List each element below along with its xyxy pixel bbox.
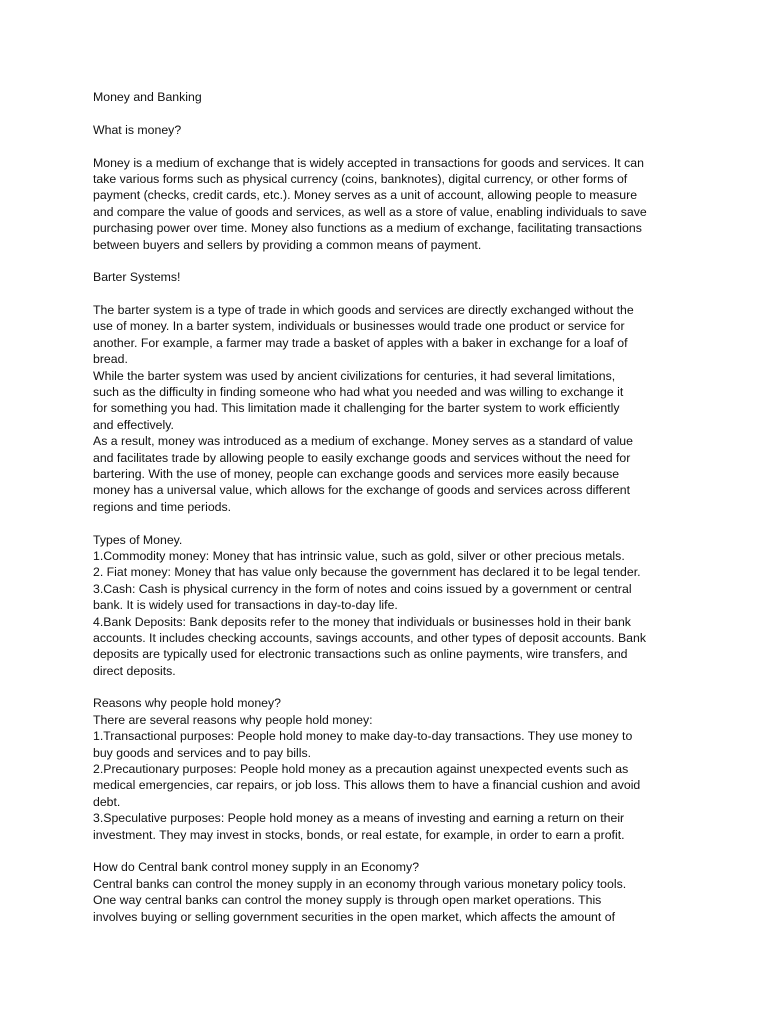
list-item: 3.Speculative purposes: People hold money as a means of investing and earning a return on their: [93, 811, 625, 826]
text-line: purchasing power over time. Money also functions as a medium of exchange, facilitating transactions: [93, 221, 642, 236]
section-heading-types: Types of Money.: [93, 532, 183, 547]
list-item: 3.Cash: Cash is physical currency in the form of notes and coins issued by a government or central: [93, 581, 632, 596]
spacer: [93, 843, 693, 859]
list-item: medical emergencies, car repairs, or job loss. This allows them to have a financial cushion and avoid: [93, 778, 641, 793]
list-item: accounts. It includes checking accounts, savings accounts, and other types of deposit accounts. Bank: [93, 630, 646, 645]
section-heading-what-is-money: What is money?: [93, 122, 182, 137]
paragraph-what-is-money: [93, 155, 693, 253]
spacer: [93, 679, 693, 695]
list-item: 1.Transactional purposes: People hold money to make day-to-day transactions. They use money to: [93, 729, 633, 744]
list-item: 1.Commodity money: Money that has intrinsic value, such as gold, silver or other precious metals.: [93, 548, 625, 563]
text-line: and facilitates trade by allowing people to easily exchange goods and services without the need for: [93, 450, 631, 465]
list-item: 4.Bank Deposits: Bank deposits refer to the money that individuals or businesses hold in their bank: [93, 614, 631, 629]
text-line: bread.: [93, 352, 128, 367]
document-title: Money and Banking: [93, 90, 202, 104]
list-item: debt.: [93, 794, 121, 809]
paragraph-barter: [93, 302, 693, 515]
text-line: another. For example, a farmer may trade a basket of apples with a baker in exchange for a loaf of: [93, 335, 628, 350]
text-line: The barter system is a type of trade in which goods and services are directly exchanged without the: [93, 303, 634, 318]
text-line: and compare the value of goods and services, as well as a store of value, enabling individuals to save: [93, 204, 647, 219]
spacer: [93, 105, 693, 121]
section-reasons: [93, 695, 693, 843]
spacer: [93, 286, 693, 302]
spacer: [93, 253, 693, 269]
text-line: While the barter system was used by ancient civilizations for centuries, it had several limitations,: [93, 368, 616, 383]
text-line: involves buying or selling government securities in the open market, which affects the amount of: [93, 909, 615, 924]
text-line: As a result, money was introduced as a medium of exchange. Money serves as a standard of value: [93, 434, 633, 449]
spacer: [93, 515, 693, 531]
text-line: There are several reasons why people hold money:: [93, 712, 373, 727]
text-line: take various forms such as physical currency (coins, banknotes), digital currency, or other forms of: [93, 171, 628, 186]
text-line: use of money. In a barter system, individuals or businesses would trade one product or service for: [93, 319, 625, 334]
list-item: deposits are typically used for electronic transactions such as online payments, wire transfers, and: [93, 647, 628, 662]
text-line: such as the difficulty in finding someone who had what you needed and was willing to exchange it: [93, 385, 624, 400]
list-item: 2. Fiat money: Money that has value only because the government has declared it to be legal tender.: [93, 565, 641, 580]
list-types-of-money: [93, 548, 693, 679]
section-central-bank: [93, 859, 693, 925]
text-line: payment (checks, credit cards, etc.). Money serves as a unit of account, allowing people to measure: [93, 188, 638, 203]
section-heading-central-bank: How do Central bank control money supply in an Economy?: [93, 860, 420, 875]
section-heading-reasons: Reasons why people hold money?: [93, 696, 281, 711]
section-heading-barter: Barter Systems!: [93, 270, 181, 285]
text-line: Central banks can control the money supply in an economy through various monetary policy tools.: [93, 876, 627, 891]
list-item: direct deposits.: [93, 663, 176, 678]
text-line: Money is a medium of exchange that is widely accepted in transactions for goods and services. It can: [93, 155, 644, 170]
list-item: bank. It is widely used for transactions in day-to-day life.: [93, 598, 398, 613]
text-line: money has a universal value, which allows for the exchange of goods and services across different: [93, 483, 631, 498]
text-line: between buyers and sellers by providing a common means of payment.: [93, 237, 482, 252]
list-item: investment. They may invest in stocks, bonds, or real estate, for example, in order to earn a profit.: [93, 827, 625, 842]
spacer: [93, 138, 693, 154]
text-line: regions and time periods.: [93, 499, 232, 514]
text-line: bartering. With the use of money, people can exchange goods and services more easily because: [93, 466, 620, 481]
text-line: One way central banks can control the money supply is through open market operations. This: [93, 893, 602, 908]
list-item: 2.Precautionary purposes: People hold money as a precaution against unexpected events such as: [93, 762, 629, 777]
text-line: for something you had. This limitation made it challenging for the barter system to work efficiently: [93, 401, 620, 416]
list-item: buy goods and services and to pay bills.: [93, 745, 312, 760]
text-line: and effectively.: [93, 417, 174, 432]
document-body: [93, 89, 693, 925]
